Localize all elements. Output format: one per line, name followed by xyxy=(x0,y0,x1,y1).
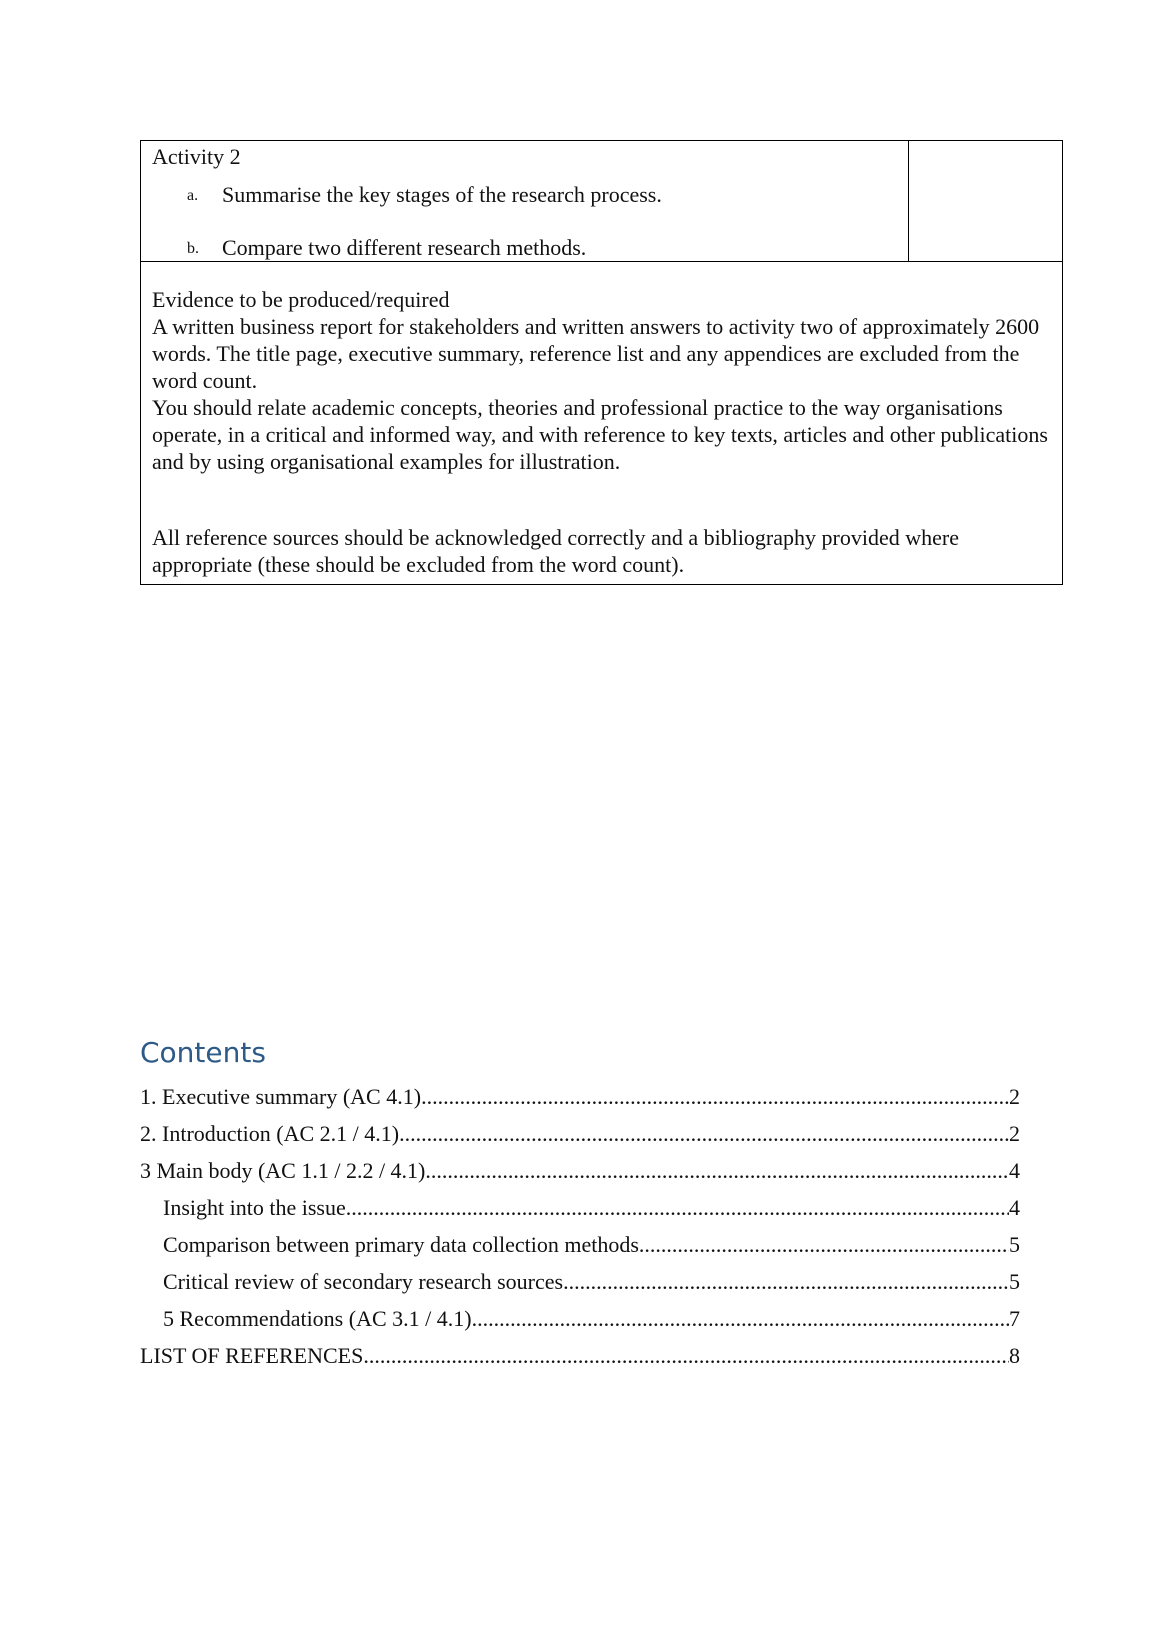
toc-entry-label: 3 Main body (AC 1.1 / 2.2 / 4.1) xyxy=(140,1158,426,1183)
toc-leader xyxy=(425,1152,1009,1189)
evidence-cell xyxy=(141,262,1063,585)
evidence-heading: Evidence to be produced/required xyxy=(152,287,450,312)
toc-entry-label: 1. Executive summary (AC 4.1) xyxy=(140,1084,422,1109)
toc-entry[interactable] xyxy=(140,1300,1020,1337)
toc-leader xyxy=(346,1189,1009,1226)
toc-entry[interactable] xyxy=(140,1078,1020,1115)
toc-entry-label: LIST OF REFERENCES xyxy=(140,1343,364,1368)
empty-cell xyxy=(909,141,1063,262)
task-item-b xyxy=(152,234,908,261)
toc-entry[interactable] xyxy=(140,1337,1020,1374)
toc-entry-label: Comparison between primary data collection methods xyxy=(163,1232,639,1257)
toc-leader xyxy=(363,1337,1009,1374)
evidence-paragraph: You should relate academic concepts, theories and professional practice to the way organisations operate, in a critical and informed way, and with reference to key texts, articles and other publications and by using organisational examples for illustration. xyxy=(152,395,1048,474)
activity-table xyxy=(140,140,1063,585)
toc-entry[interactable] xyxy=(140,1189,1020,1226)
toc-page-number: 4 xyxy=(1009,1195,1020,1220)
task-text: Summarise the key stages of the research process. xyxy=(222,182,662,207)
task-marker: a. xyxy=(187,187,199,204)
evidence-paragraph: A written business report for stakeholders and written answers to activity two of approximately 2600 words. The title page, executive summary, reference list and any appendices are excluded from the word count. xyxy=(152,314,1040,393)
evidence-spacer xyxy=(152,475,1052,524)
toc-entry-label: Insight into the issue xyxy=(163,1195,346,1220)
toc-page-number: 2 xyxy=(1009,1084,1020,1109)
toc-page-number: 8 xyxy=(1009,1343,1020,1368)
toc-entry-label: Critical review of secondary research sources xyxy=(163,1269,564,1294)
toc-page-number: 5 xyxy=(1009,1269,1020,1294)
toc-leader xyxy=(421,1078,1009,1115)
toc-entry[interactable] xyxy=(140,1263,1020,1300)
evidence-paragraph: All reference sources should be acknowledged correctly and a bibliography provided where appropriate (these should be excluded from the word count). xyxy=(152,525,959,577)
activity-cell xyxy=(141,141,909,262)
toc-entry[interactable] xyxy=(140,1115,1020,1152)
task-list xyxy=(152,181,908,261)
toc-page-number: 5 xyxy=(1009,1232,1020,1257)
toc-entry[interactable] xyxy=(140,1226,1020,1263)
toc-leader xyxy=(399,1115,1009,1152)
toc-page-number: 2 xyxy=(1009,1121,1020,1146)
toc-entry-label: 2. Introduction (AC 2.1 / 4.1) xyxy=(140,1121,400,1146)
evidence-row xyxy=(141,262,1063,585)
task-marker: b. xyxy=(187,240,199,257)
table-of-contents xyxy=(140,1036,1020,1374)
toc-entry-label: 5 Recommendations (AC 3.1 / 4.1) xyxy=(163,1306,472,1331)
task-item-a xyxy=(152,181,908,208)
toc-leader xyxy=(639,1226,1009,1263)
task-text: Compare two different research methods. xyxy=(222,235,587,260)
toc-leader xyxy=(563,1263,1009,1300)
toc-entry[interactable] xyxy=(140,1152,1020,1189)
activity-row xyxy=(141,141,1063,262)
toc-page-number: 7 xyxy=(1009,1306,1020,1331)
contents-heading: Contents xyxy=(140,1036,266,1069)
toc-leader xyxy=(472,1300,1009,1337)
toc-page-number: 4 xyxy=(1009,1158,1020,1183)
activity-title: Activity 2 xyxy=(152,144,241,169)
